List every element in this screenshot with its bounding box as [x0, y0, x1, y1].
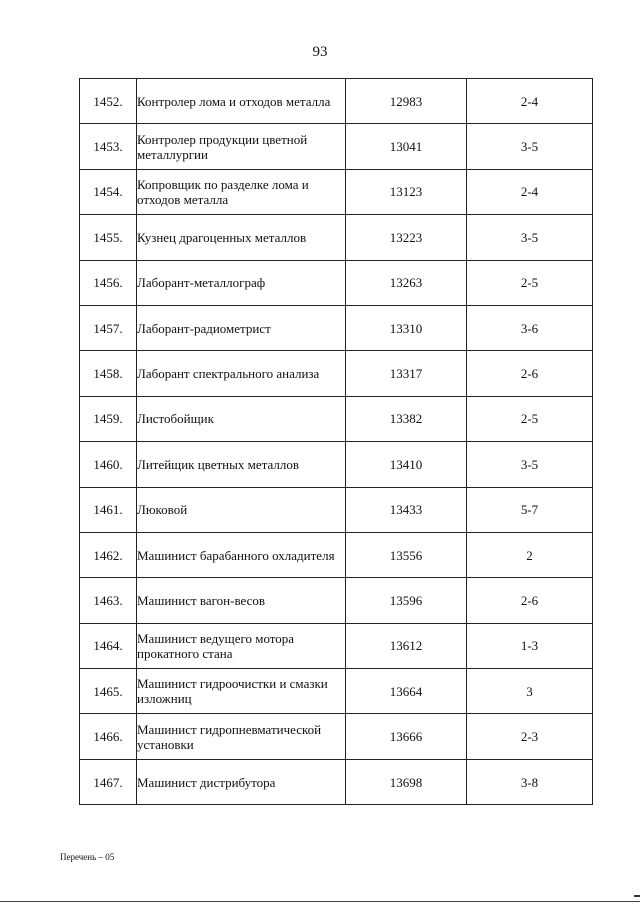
- profession-name: Машинист гидропневматической установки: [137, 714, 346, 759]
- row-number: 1462.: [80, 532, 137, 577]
- table-row: [80, 351, 593, 396]
- grade-range: 3-8: [467, 759, 593, 804]
- profession-name: Лаборант-металлограф: [137, 260, 346, 305]
- row-number: 1456.: [80, 260, 137, 305]
- profession-code: 13612: [346, 623, 467, 668]
- grade-range: 5-7: [467, 487, 593, 532]
- profession-code: 13596: [346, 578, 467, 623]
- table-row: [80, 215, 593, 260]
- row-number: 1452.: [80, 79, 137, 124]
- row-number: 1461.: [80, 487, 137, 532]
- profession-name: Кузнец драгоценных металлов: [137, 215, 346, 260]
- table-row: [80, 532, 593, 577]
- profession-name: Машинист дистрибутора: [137, 759, 346, 804]
- grade-range: 1-3: [467, 623, 593, 668]
- profession-code: 13433: [346, 487, 467, 532]
- table-row: [80, 578, 593, 623]
- row-number: 1460.: [80, 442, 137, 487]
- table-row: [80, 124, 593, 169]
- table-row: [80, 169, 593, 214]
- table-row: [80, 759, 593, 804]
- profession-code: 13382: [346, 396, 467, 441]
- profession-code: 13556: [346, 532, 467, 577]
- table-row: [80, 305, 593, 350]
- table-row: [80, 260, 593, 305]
- profession-code: 13664: [346, 669, 467, 714]
- grade-range: 2: [467, 532, 593, 577]
- profession-name: Лаборант спектрального анализа: [137, 351, 346, 396]
- grade-range: 2-4: [467, 169, 593, 214]
- profession-code: 13263: [346, 260, 467, 305]
- row-number: 1457.: [80, 305, 137, 350]
- grade-range: 2-3: [467, 714, 593, 759]
- profession-name: Машинист гидроочистки и смазки изложниц: [137, 669, 346, 714]
- profession-code: 13310: [346, 305, 467, 350]
- scan-mark: [634, 895, 640, 897]
- grade-range: 2-5: [467, 396, 593, 441]
- profession-name: Машинист вагон-весов: [137, 578, 346, 623]
- row-number: 1455.: [80, 215, 137, 260]
- profession-code: 12983: [346, 79, 467, 124]
- grade-range: 2-4: [467, 79, 593, 124]
- profession-name: Машинист ведущего мотора прокатного стана: [137, 623, 346, 668]
- professions-table: [79, 78, 593, 805]
- footer-note: Перечень – 05: [60, 852, 115, 862]
- row-number: 1453.: [80, 124, 137, 169]
- profession-name: Контролер продукции цветной металлургии: [137, 124, 346, 169]
- grade-range: 3-6: [467, 305, 593, 350]
- profession-name: Копровщик по разделке лома и отходов металла: [137, 169, 346, 214]
- table-row: [80, 669, 593, 714]
- grade-range: 2-6: [467, 578, 593, 623]
- table-row: [80, 623, 593, 668]
- profession-code: 13041: [346, 124, 467, 169]
- grade-range: 2-5: [467, 260, 593, 305]
- row-number: 1454.: [80, 169, 137, 214]
- grade-range: 3: [467, 669, 593, 714]
- row-number: 1467.: [80, 759, 137, 804]
- row-number: 1459.: [80, 396, 137, 441]
- grade-range: 3-5: [467, 442, 593, 487]
- row-number: 1464.: [80, 623, 137, 668]
- grade-range: 3-5: [467, 124, 593, 169]
- scan-edge-line: [0, 901, 640, 902]
- profession-name: Листобойщик: [137, 396, 346, 441]
- row-number: 1466.: [80, 714, 137, 759]
- page-number: 93: [312, 44, 328, 60]
- table-row: [80, 714, 593, 759]
- row-number: 1463.: [80, 578, 137, 623]
- profession-code: 13666: [346, 714, 467, 759]
- profession-code: 13123: [346, 169, 467, 214]
- profession-name: Контролер лома и отходов металла: [137, 79, 346, 124]
- table-row: [80, 396, 593, 441]
- profession-name: Люковой: [137, 487, 346, 532]
- table-row: [80, 442, 593, 487]
- grade-range: 3-5: [467, 215, 593, 260]
- row-number: 1458.: [80, 351, 137, 396]
- profession-name: Машинист барабанного охладителя: [137, 532, 346, 577]
- profession-code: 13223: [346, 215, 467, 260]
- row-number: 1465.: [80, 669, 137, 714]
- table-row: [80, 487, 593, 532]
- profession-code: 13410: [346, 442, 467, 487]
- profession-name: Литейщик цветных металлов: [137, 442, 346, 487]
- profession-code: 13698: [346, 759, 467, 804]
- table-row: [80, 79, 593, 124]
- profession-code: 13317: [346, 351, 467, 396]
- profession-name: Лаборант-радиометрист: [137, 305, 346, 350]
- grade-range: 2-6: [467, 351, 593, 396]
